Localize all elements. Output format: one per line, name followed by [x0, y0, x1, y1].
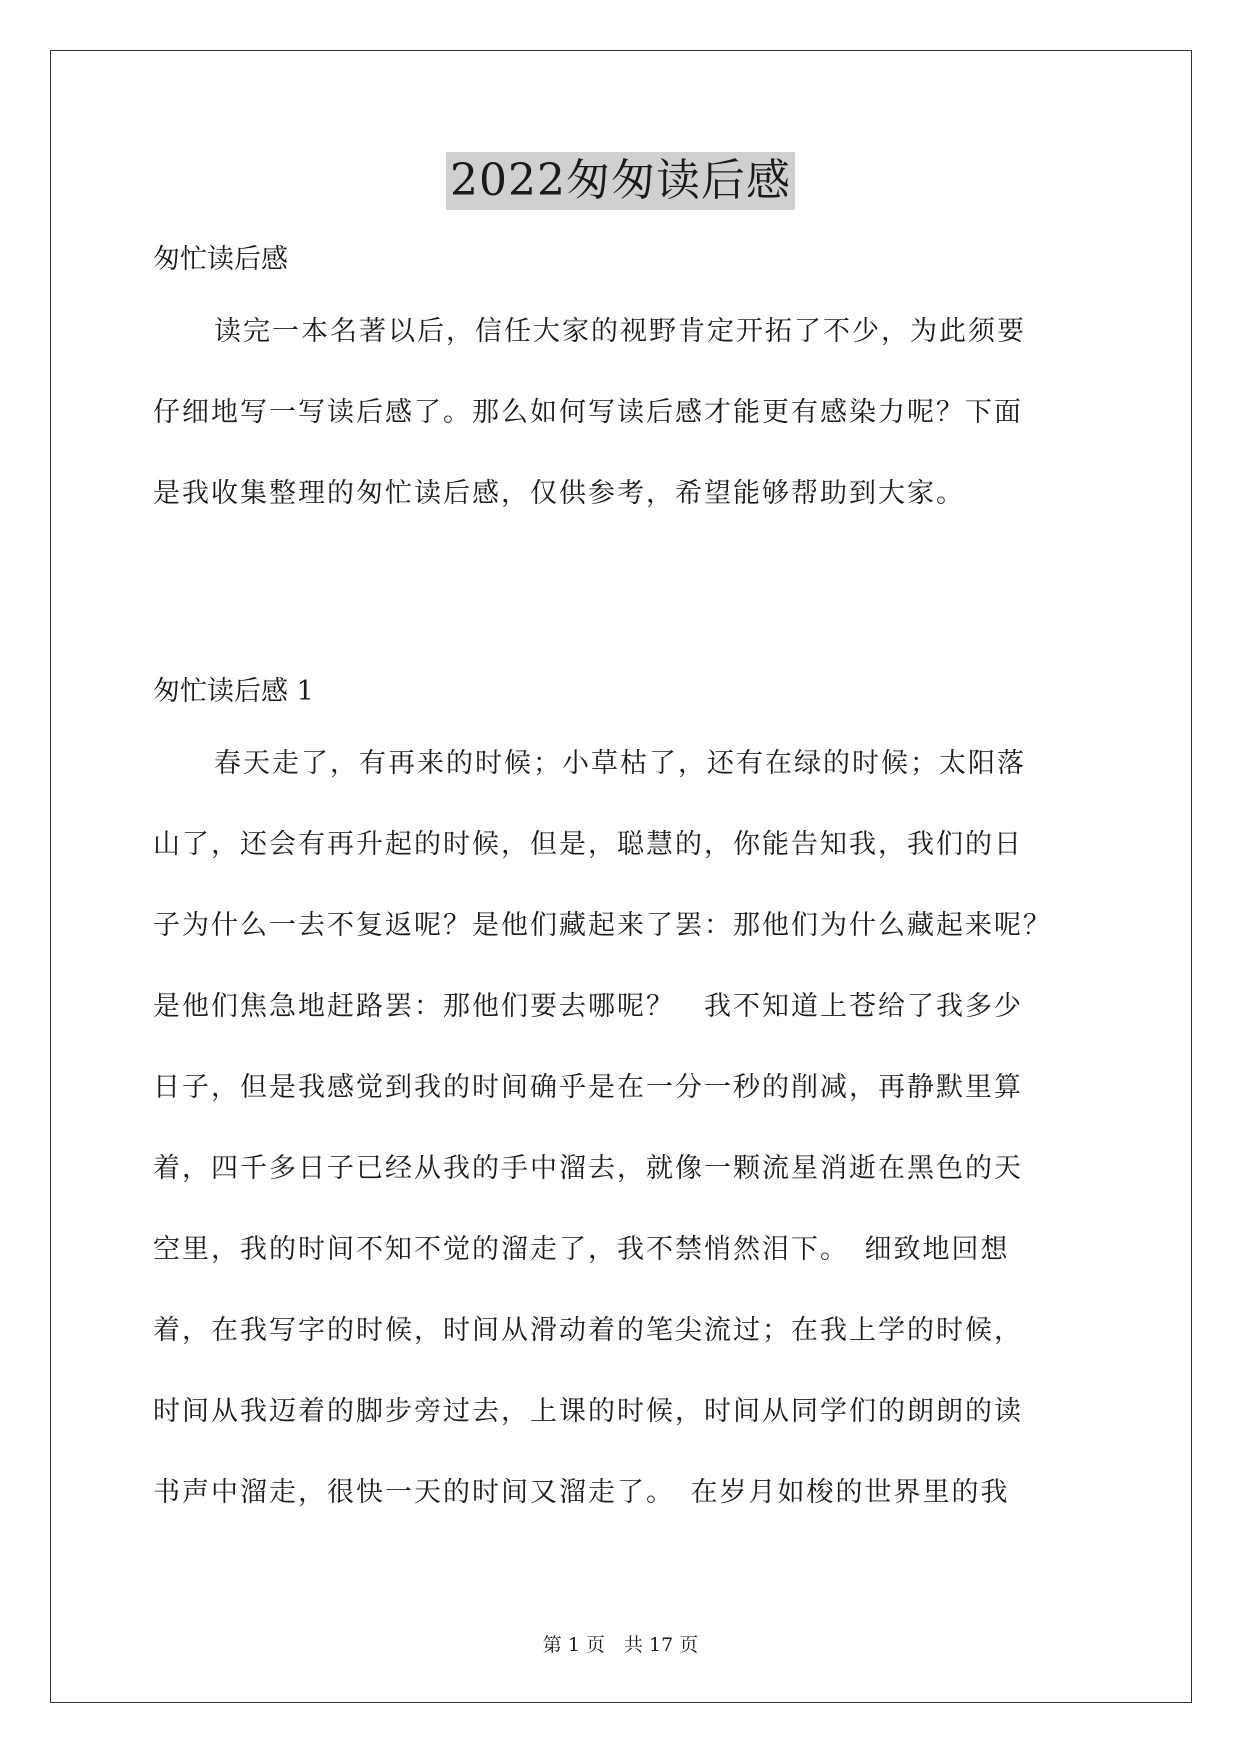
body-line: 着，在我写字的时候，时间从滑动着的笔尖流过；在我上学的时候，	[153, 1315, 1023, 1346]
body-line: 日子，但是我感觉到我的时间确乎是在一分一秒的削减，再静默里算	[153, 1072, 1023, 1103]
body-line: 山了，还会有再升起的时候，但是，聪慧的，你能告知我，我们的日	[153, 829, 1023, 860]
body-line: 书声中溜走，很快一天的时间又溜走了。 在岁月如梭的世界里的我	[153, 1477, 1010, 1508]
intro-line: 读完一本名著以后，信任大家的视野肯定开拓了不少，为此须要	[214, 316, 1026, 347]
body-line: 空里，我的时间不知不觉的溜走了，我不禁悄然泪下。 细致地回想	[153, 1234, 1010, 1265]
intro-line: 是我收集整理的匆忙读后感，仅供参考，希望能够帮助到大家。	[153, 478, 965, 509]
body-line: 春天走了，有再来的时候；小草枯了，还有在绿的时候；太阳落	[214, 748, 1026, 779]
body-paragraph	[153, 723, 1093, 1533]
intro-paragraph	[153, 291, 1093, 534]
section-heading-intro: 匆忙读后感	[153, 244, 288, 275]
body-line: 着，四千多日子已经从我的手中溜去，就像一颗流星消逝在黑色的天	[153, 1153, 1023, 1184]
body-line: 时间从我迈着的脚步旁过去，上课的时候，时间从同学们的朗朗的读	[153, 1396, 1023, 1427]
body-line: 是他们焦急地赶路罢：那他们要去哪呢？ 我不知道上苍给了我多少	[153, 991, 1023, 1022]
body-line: 子为什么一去不复返呢？是他们藏起来了罢：那他们为什么藏起来呢？	[153, 910, 1052, 941]
page-footer: 第 1 页 共 17 页	[542, 1634, 699, 1656]
intro-line: 仔细地写一写读后感了。那么如何写读后感才能更有感染力呢？下面	[153, 397, 1023, 428]
section-heading-1: 匆忙读后感 1	[153, 676, 314, 707]
title-wrap	[0, 152, 1241, 210]
document-title: 2022匆匆读后感	[446, 152, 795, 210]
